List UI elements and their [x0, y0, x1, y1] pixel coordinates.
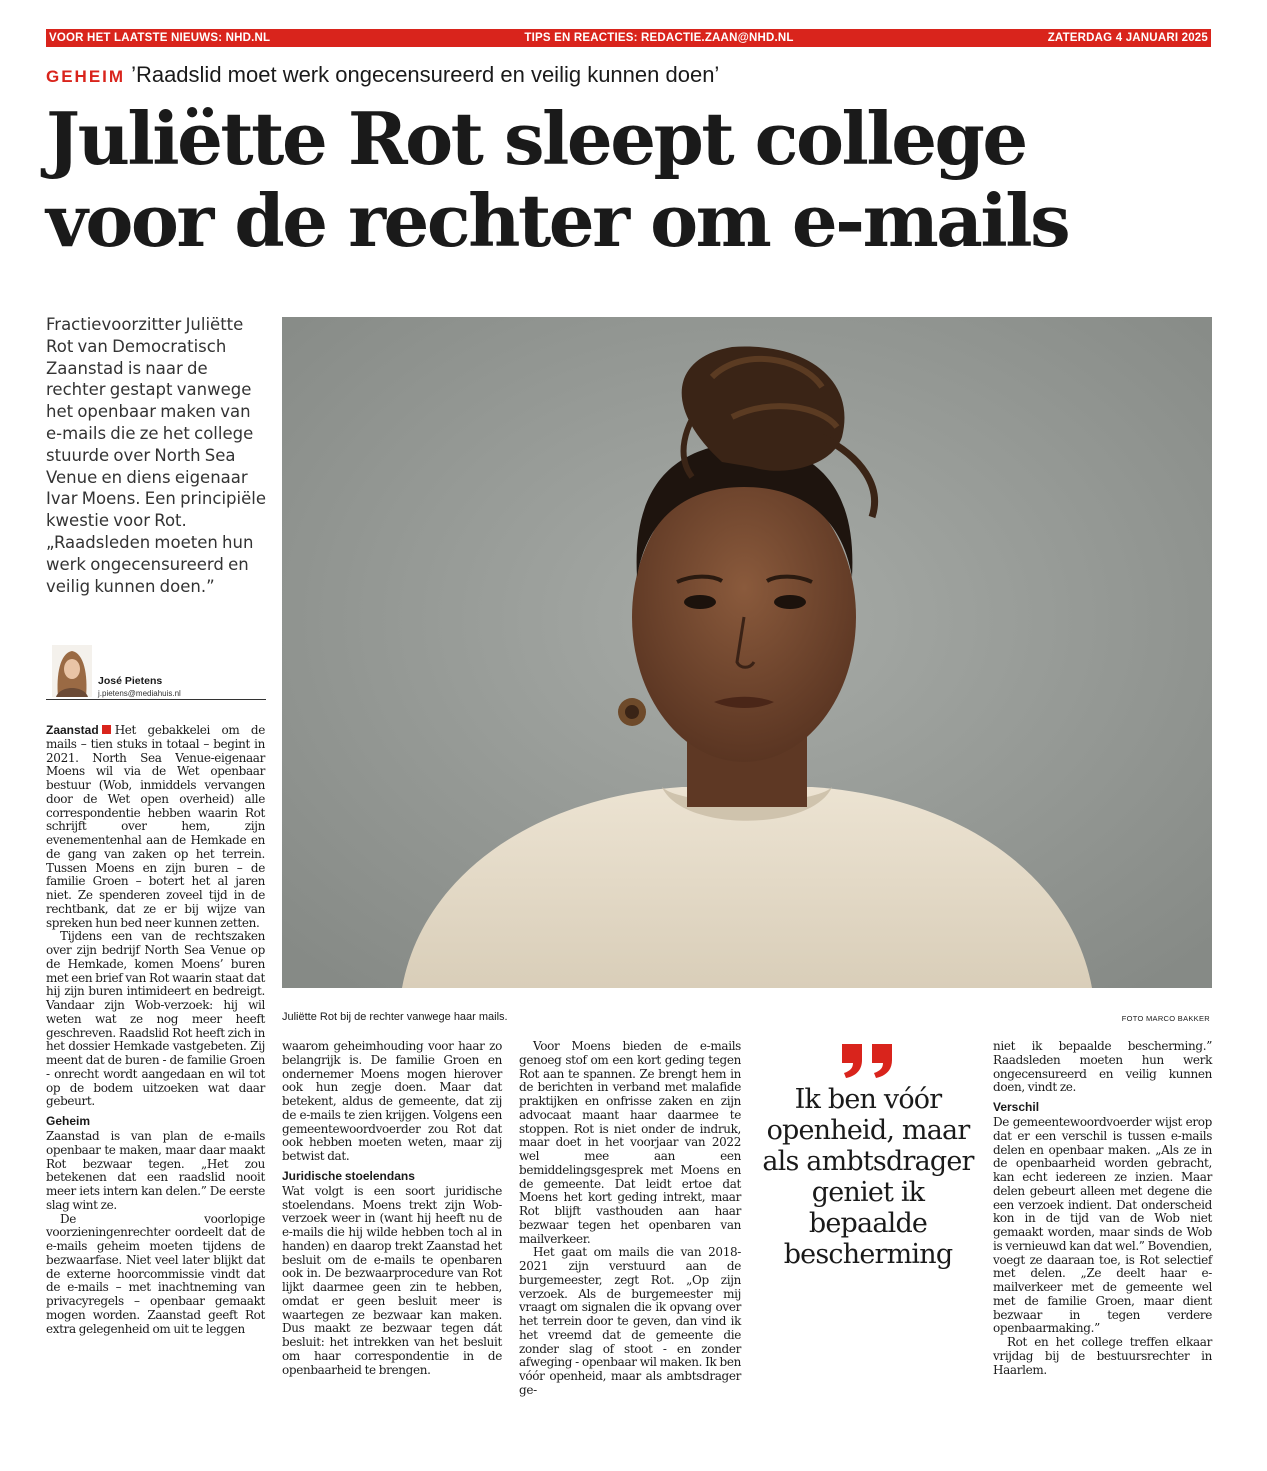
top-banner-date: ZATERDAG 4 JANUARI 2025 [1047, 32, 1208, 44]
article-paragraph: Wat volgt is een soort juridische stoelendans. Moens trekt zijn Wob-verzoek weer in (want hij heeft nu de e-mails die hij wilde hebben toch al in handen) en daarop trekt Zaanstad het besluit om de e-mails te openbaren ook in. De bezwaarprocedure van Rot lijkt daarmee geen zin te hebben, omdat er geen besluit meer is waartegen ze bezwaar kan maken. Dus maakt ze bezwaar tegen dát besluit: het intrekken van het besluit om haar correspondentie in de openbaarheid te brengen. [282, 1183, 502, 1377]
photo-caption: Juliëtte Rot bij de rechter vanwege haar mails. [282, 1011, 508, 1023]
article-paragraph-text: Het gebakkelei om de mails – tien stuks in totaal – begint in 2021. North Sea Venue-eigenaar Moens wil via de Wet openbaar bestuur (Wob, inmiddels vervangen door de Wet open overheid) alle correspondentie hebben waarin Rot schrijft over hem, zijn evenementenhal aan de Hemkade en de gang van zaken op het terrein. Tussen Moens en zijn buren – de familie Groen – botert het al jaren niet. Ze spenderen zoveel tijd in de rechtbank, dat ze er bij wijze van spreken hun bed neer kunnen zetten. [46, 723, 265, 930]
article-column-1 [46, 724, 265, 1336]
author-name: José Pietens [98, 675, 163, 687]
article-paragraph: niet ik bepaalde bescherming.” Raadsleden moeten hun werk ongecensureerd en veilig kunnen doen, vindt ze. [993, 1039, 1212, 1095]
article-paragraph: De gemeentewoordvoerder wijst erop dat er een verschil is tussen e-mails delen en openbaar maken. „Als ze in de openbaarheid worden gebracht, kan echt iedereen ze inzien. Maar delen gebeurt alleen met degene die een verzoek indient. Dat onderscheid kon in de tijd van de Wob niet gemaakt worden, maar sinds de Wob is vernieuwd kan dat wel.” Bovendien, voegt ze daaraan toe, is Rot selectief met delen. „Ze deelt haar e-mailverkeer met de gemeente wel met de familie Groen, maar dient bezwaar in tegen verdere openbaarmaking.” [993, 1115, 1212, 1336]
headline [46, 98, 1226, 262]
article-paragraph [46, 724, 265, 930]
headline-line-1: Juliëtte Rot sleept college [46, 96, 1026, 181]
photo-credit: FOTO MARCO BAKKER [1121, 1014, 1210, 1023]
author-byline [46, 645, 266, 700]
lead-paragraph: Fractievoorzitter Juliëtte Rot van Democratisch Zaanstad is naar de rechter gestapt vanwege het openbaar maken van e-mails die ze het college stuurde over North Sea Venue en diens eigenaar Ivar Moens. Een principiële kwestie voor Rot. „Raadsleden moeten hun werk ongecensureerd en veilig kunnen doen.” [46, 315, 266, 596]
article-paragraph: De voorlopige voorzieningenrechter oordeelt dat de e-mails geheim moeten tijdens de bezwaarfase. Niet veel later blijkt dat de externe hoorcommissie vindt dat de e-mails – met inachtneming van privacyregels – openbaar gemaakt mogen worden. Zaanstad geeft Rot extra gelegenheid om uit te leggen [46, 1211, 265, 1336]
author-email[interactable]: j.pietens@mediahuis.nl [98, 689, 181, 698]
quote-mark-icon [838, 1040, 898, 1080]
bullet-square-icon [102, 725, 111, 734]
headline-line-2: voor de rechter om e-mails [46, 178, 1069, 263]
top-banner-news-link[interactable]: VOOR HET LAATSTE NIEUWS: NHD.NL [49, 32, 271, 44]
top-banner [46, 29, 1211, 47]
top-banner-tips-link[interactable]: TIPS EN REACTIES: REDACTIE.ZAAN@NHD.NL [524, 32, 794, 44]
kicker [46, 62, 719, 88]
article-paragraph: Voor Moens bieden de e-mails genoeg stof om een kort geding tegen Rot aan te spannen. Ze brengt hem in de berichten in verband met malafide praktijken en onfrisse zaken en zijn advocaat maant haar daarmee te stoppen. Rot is niet onder de indruk, maar doet in het voorjaar van 2022 wel mee aan een bemiddelingsgesprek met Moens en de gemeente. Dat leidt ertoe dat Moens het kort geding intrekt, maar Rot blijft vasthouden aan haar bezwaar tegen het openbaren van mailverkeer. [519, 1039, 741, 1246]
kicker-tag: GEHEIM [46, 67, 126, 86]
portrait-photo [282, 317, 1212, 988]
author-photo [52, 645, 92, 697]
article-paragraph: Rot en het college treffen elkaar vrijdag bij de bestuursrechter in Haarlem. [993, 1335, 1212, 1377]
article-paragraph: Zaanstad is van plan de e-mails openbaar te maken, maar daar maakt Rot bezwaar tegen. „Het zou betekenen dat een raadslid nooit meer iets intern kan delen.” De eerste slag wint ze. [46, 1129, 265, 1212]
pull-quote-text: Ik ben vóór openheid, maar als ambtsdrager geniet ik bepaalde bescherming [762, 1084, 974, 1270]
pull-quote [755, 1040, 981, 1270]
dateline: Zaanstad [46, 723, 99, 737]
article-column-2 [282, 1040, 502, 1377]
article-paragraph: waarom geheimhouding voor haar zo belangrijk is. De familie Groen en ondernemer Moens mogen hierover ook hun zegje doen. Maar dat betekent, aldus de gemeente, dat zij de e-mails te zien krijgen. Volgens een gemeentewoordvoerder zou Rot dat ook hebben moeten weten, maar zij betwist dat. [282, 1039, 502, 1163]
subheading-juridische-stoelendans: Juridische stoelendans [282, 1168, 415, 1183]
kicker-text: ’Raadslid moet werk ongecensureerd en veilig kunnen doen’ [131, 62, 720, 87]
article-paragraph: Het gaat om mails die van 2018-2021 zijn verstuurd aan de burgemeester, zegt Rot. „Op zijn verzoek. Als de burgemeester mij vraagt om signalen die ik opvang over het terrein door te geven, dan vind ik het vreemd dat de gemeente die zonder slag of stoot - en zonder afweging - openbaar wil maken. Ik ben vóór openheid, maar als ambtsdrager ge- [519, 1245, 741, 1397]
article-column-4 [993, 1040, 1212, 1377]
article-column-3 [519, 1040, 741, 1398]
subheading-verschil: Verschil [993, 1100, 1040, 1114]
subheading-geheim: Geheim [46, 1114, 91, 1128]
article-paragraph: Tijdens een van de rechtszaken over zijn bedrijf North Sea Venue op de Hemkade, komen Moens’ buren met een brief van Rot waarin staat dat hij zijn buren intimideert en bedreigt. Vandaar zijn Wob-verzoek: hij wil weten wat ze nog meer heeft geschreven. Raadslid Rot heeft zich in het dossier Hemkade vastgebeten. Zij meent dat de buren - de familie Groen - onrecht wordt aangedaan en wil tot op de bodem uitzoeken wat daar gebeurt. [46, 929, 265, 1109]
